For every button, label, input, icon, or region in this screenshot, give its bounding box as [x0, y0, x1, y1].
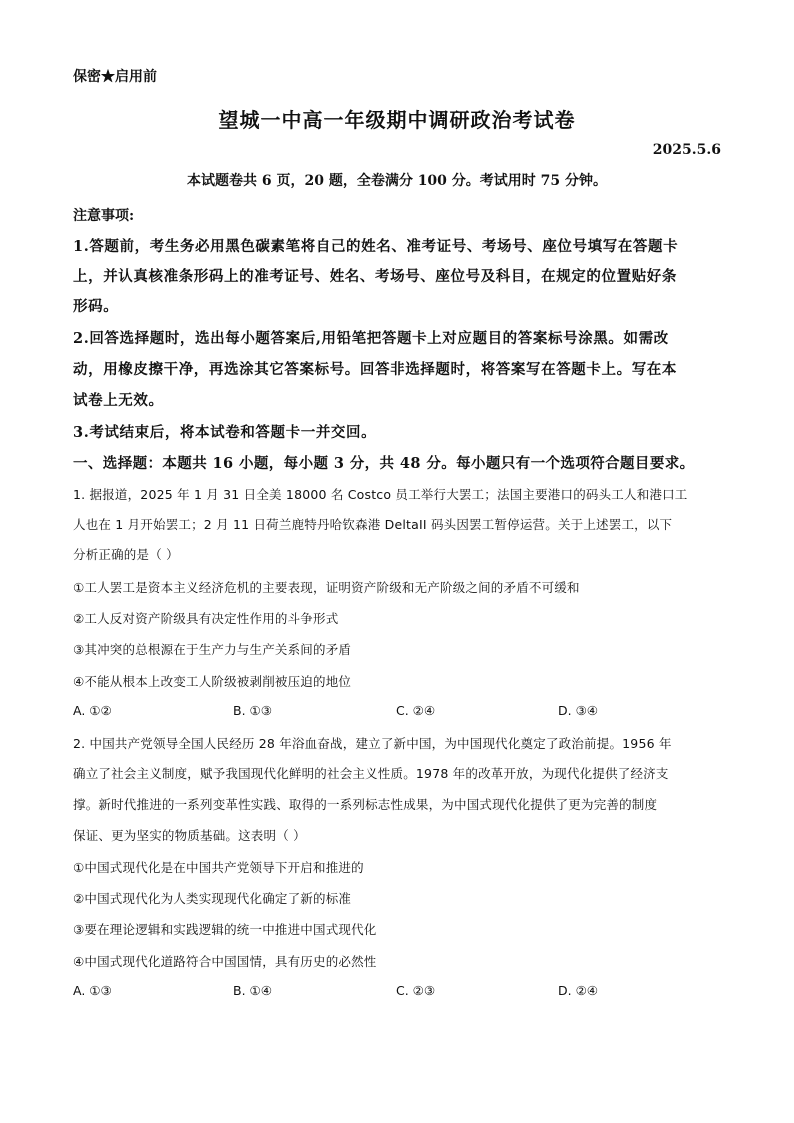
- statement-item: ③要在理论逻辑和实践逻辑的统一中推进中国式现代化: [73, 922, 377, 937]
- answer-option-c[interactable]: C. ②③: [396, 983, 436, 998]
- question-stem-line: 分析正确的是（ ）: [73, 547, 179, 562]
- statement-item: ③其冲突的总根源在于生产力与生产关系间的矛盾: [73, 642, 352, 657]
- question-stem-line: 人也在 1 月开始罢工；2 月 11 日荷兰鹿特丹哈钦森港 DeltaII 码头因罢工暂停运营。关于上述罢工，以下: [73, 517, 673, 532]
- notice-line: 形码。: [73, 298, 119, 315]
- question-stem-line: 2. 中国共产党领导全国人民经历 28 年浴血奋战，建立了新中国，为中国现代化奠定了政治前提。1956 年: [73, 736, 672, 751]
- question-stem-line: 撑。新时代推进的一系列变革性实践、取得的一系列标志性成果，为中国式现代化提供了更为完善的制度: [73, 797, 658, 812]
- answer-option-b[interactable]: B. ①③: [233, 703, 272, 718]
- statement-item: ④中国式现代化道路符合中国国情，具有历史的必然性: [73, 954, 377, 969]
- exam-title: 望城一中高一年级期中调研政治考试卷: [218, 108, 576, 132]
- notice-line: 3.考试结束后，将本试卷和答题卡一并交回。: [73, 424, 377, 441]
- question-stem-line: 1. 据报道，2025 年 1 月 31 日全美 18000 名 Costco 员工举行大罢工；法国主要港口的码头工人和港口工: [73, 487, 688, 502]
- statement-item: ①中国式现代化是在中国共产党领导下开启和推进的: [73, 860, 364, 875]
- notice-line: 2.回答选择题时，选出每小题答案后,用铅笔把答题卡上对应题目的答案标号涂黑。如需改: [73, 330, 669, 347]
- notice-line: 动，用橡皮擦干净，再选涂其它答案标号。回答非选择题时，将答案写在答题卡上。写在本: [73, 361, 677, 378]
- answer-option-a[interactable]: A. ①②: [73, 703, 112, 718]
- notice-line: 试卷上无效。: [73, 392, 164, 409]
- statement-item: ②工人反对资产阶级具有决定性作用的斗争形式: [73, 611, 339, 626]
- question-stem-line: 保证、更为坚实的物质基础。这表明（ ）: [73, 828, 306, 843]
- statement-item: ②中国式现代化为人类实现现代化确定了新的标准: [73, 891, 352, 906]
- exam-date: 2025.5.6: [652, 142, 721, 158]
- answer-option-d[interactable]: D. ③④: [558, 703, 598, 718]
- answer-option-a[interactable]: A. ①③: [73, 983, 112, 998]
- notice-line: 上，并认真核准条形码上的准考证号、姓名、考场号、座位号及科目，在规定的位置贴好条: [73, 268, 677, 285]
- notice-line: 1.答题前，考生务必用黑色碳素笔将自己的姓名、准考证号、考场号、座位号填写在答题卡: [73, 238, 679, 255]
- answer-option-c[interactable]: C. ②④: [396, 703, 436, 718]
- question-stem-line: 确立了社会主义制度，赋予我国现代化鲜明的社会主义性质。1978 年的改革开放，为现代化提供了经济支: [73, 766, 669, 781]
- confidential-mark: 保密★启用前: [73, 69, 157, 85]
- statement-item: ④不能从根本上改变工人阶级被剥削被压迫的地位: [73, 674, 352, 689]
- section-heading: 一、选择题：本题共 16 小题，每小题 3 分，共 48 分。每小题只有一个选项符合题目要求。: [73, 455, 695, 472]
- notice-heading: 注意事项:: [73, 208, 135, 224]
- answer-option-d[interactable]: D. ②④: [558, 983, 598, 998]
- answer-option-b[interactable]: B. ①④: [233, 983, 272, 998]
- statement-item: ①工人罢工是资本主义经济危机的主要表现，证明资产阶级和无产阶级之间的矛盾不可缓和: [73, 580, 580, 595]
- exam-intro: 本试题卷共 6 页，20 题，全卷满分 100 分。考试用时 75 分钟。: [186, 173, 608, 189]
